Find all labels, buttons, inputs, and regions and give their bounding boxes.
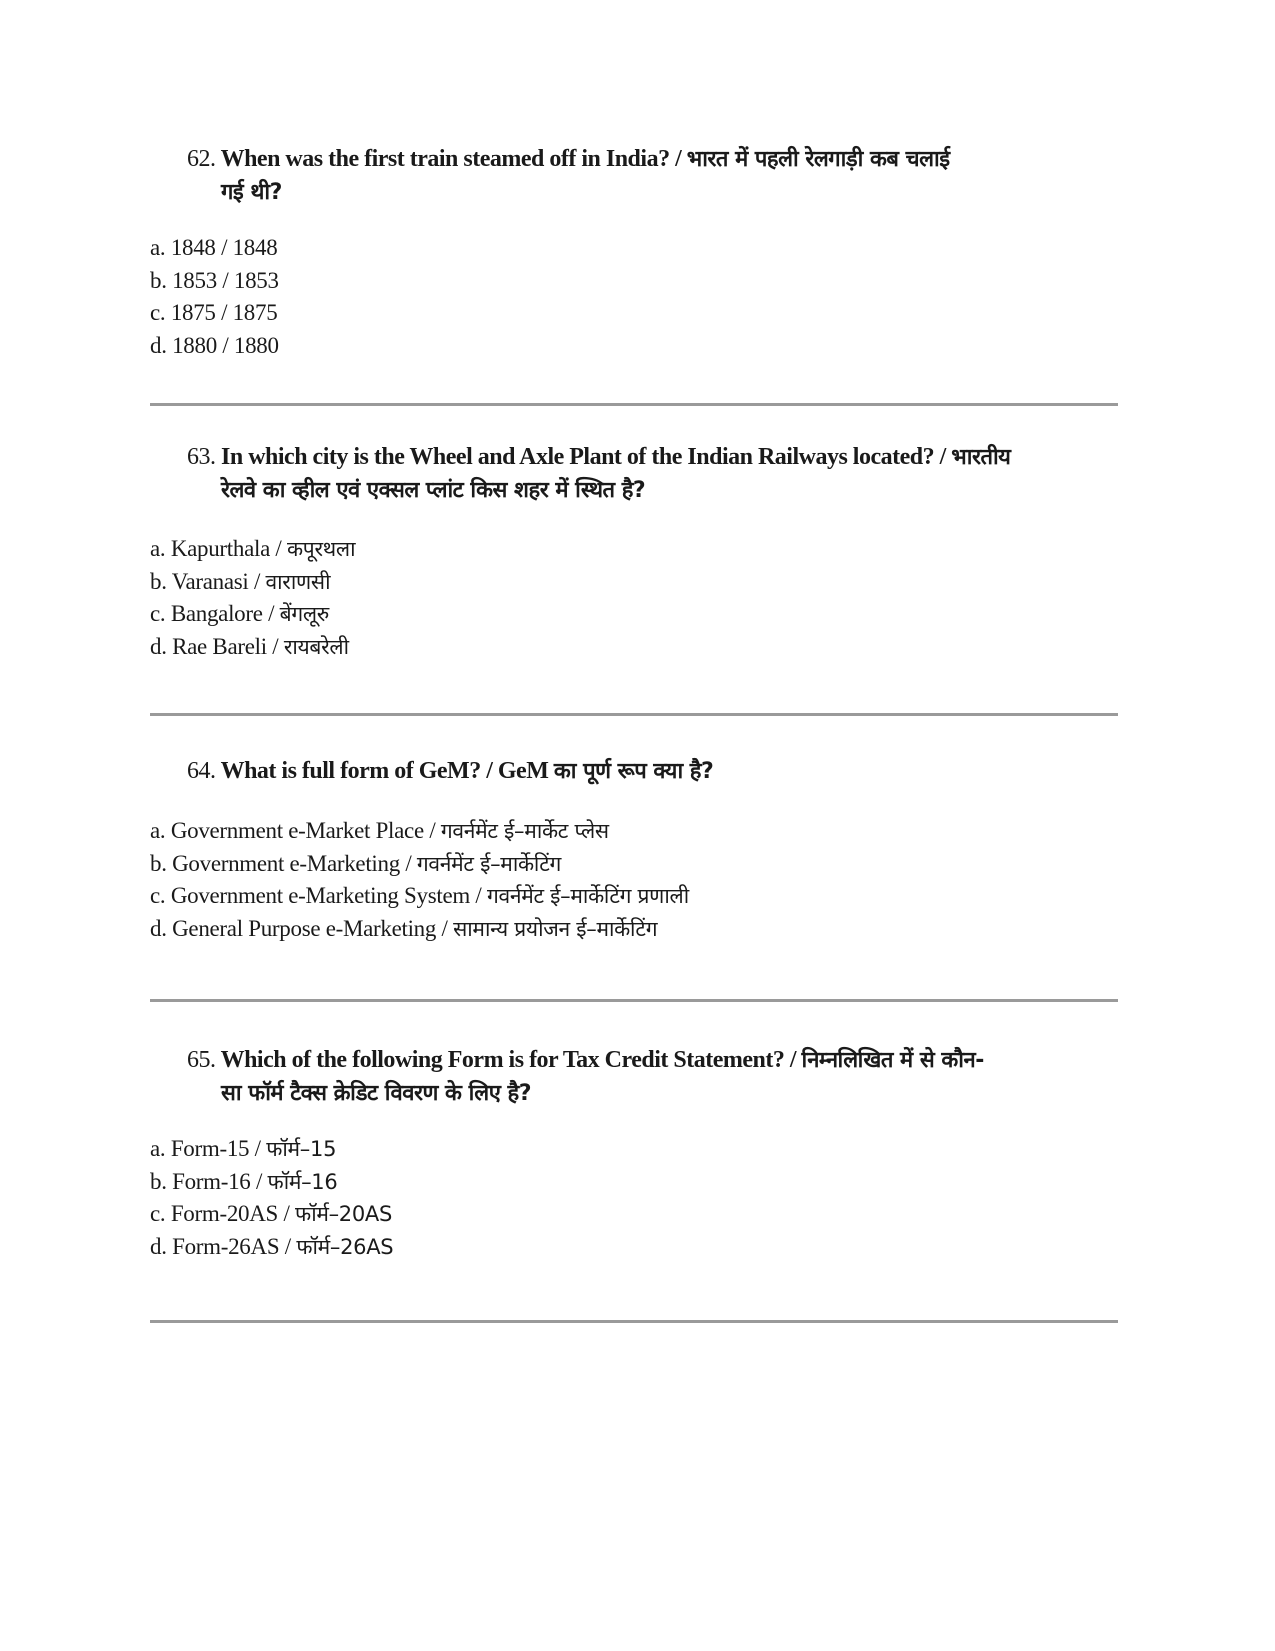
option-c: c. Bangalore / बेंगलूरु (150, 601, 330, 626)
option-b: b. Government e-Marketing / गवर्नमेंट ई–मार्केटिंग (150, 850, 562, 876)
options-list (150, 815, 689, 945)
option-a: a. Government e-Market Place / गवर्नमेंट ई–मार्केट प्लेस (150, 818, 609, 843)
question-text: 64. What is full form of GeM? / GeM का पूर्ण रूप क्या है? (187, 758, 714, 784)
option-d: d. Rae Bareli / रायबरेली (150, 633, 349, 659)
option-a: a. Form-15 / फॉर्म–15 (150, 1136, 337, 1161)
option-d: d. 1880 / 1880 (150, 332, 279, 358)
options-list (150, 232, 279, 362)
option-b: b. Varanasi / वाराणसी (150, 568, 331, 594)
option-c: c. Government e-Marketing System / गवर्नमेंट ई–मार्केटिंग प्रणाली (150, 883, 689, 908)
option-b: b. 1853 / 1853 (150, 267, 279, 293)
separator (150, 1320, 1118, 1323)
separator (150, 999, 1118, 1002)
options-list (150, 533, 355, 663)
option-b: b. Form-16 / फॉर्म–16 (150, 1168, 338, 1194)
option-a: a. Kapurthala / कपूरथला (150, 536, 356, 561)
separator (150, 713, 1118, 716)
question-text: 62. When was the first train steamed off in India? / भारत में पहली रेलगाड़ी कब चलाई गई थी? (187, 146, 950, 205)
option-c: c. 1875 / 1875 (150, 300, 278, 325)
option-d: d. Form-26AS / फॉर्म–26AS (150, 1233, 394, 1259)
question-text: 63. In which city is the Wheel and Axle Plant of the Indian Railways located? / भारतीय रेलवे का व्हील एवं एक्सल प्लांट किस शहर में स्थित है? (187, 444, 1011, 503)
option-c: c. Form-20AS / फॉर्म–20AS (150, 1201, 393, 1226)
option-d: d. General Purpose e-Marketing / सामान्य प्रयोजन ई–मार्केटिंग (150, 915, 658, 941)
question-text: 65. Which of the following Form is for Tax Credit Statement? / निम्नलिखित में से कौन- सा फॉर्म टैक्स क्रेडिट विवरण के लिए है? (187, 1047, 984, 1106)
separator (150, 403, 1118, 406)
option-a: a. 1848 / 1848 (150, 235, 278, 260)
options-list (150, 1133, 393, 1263)
